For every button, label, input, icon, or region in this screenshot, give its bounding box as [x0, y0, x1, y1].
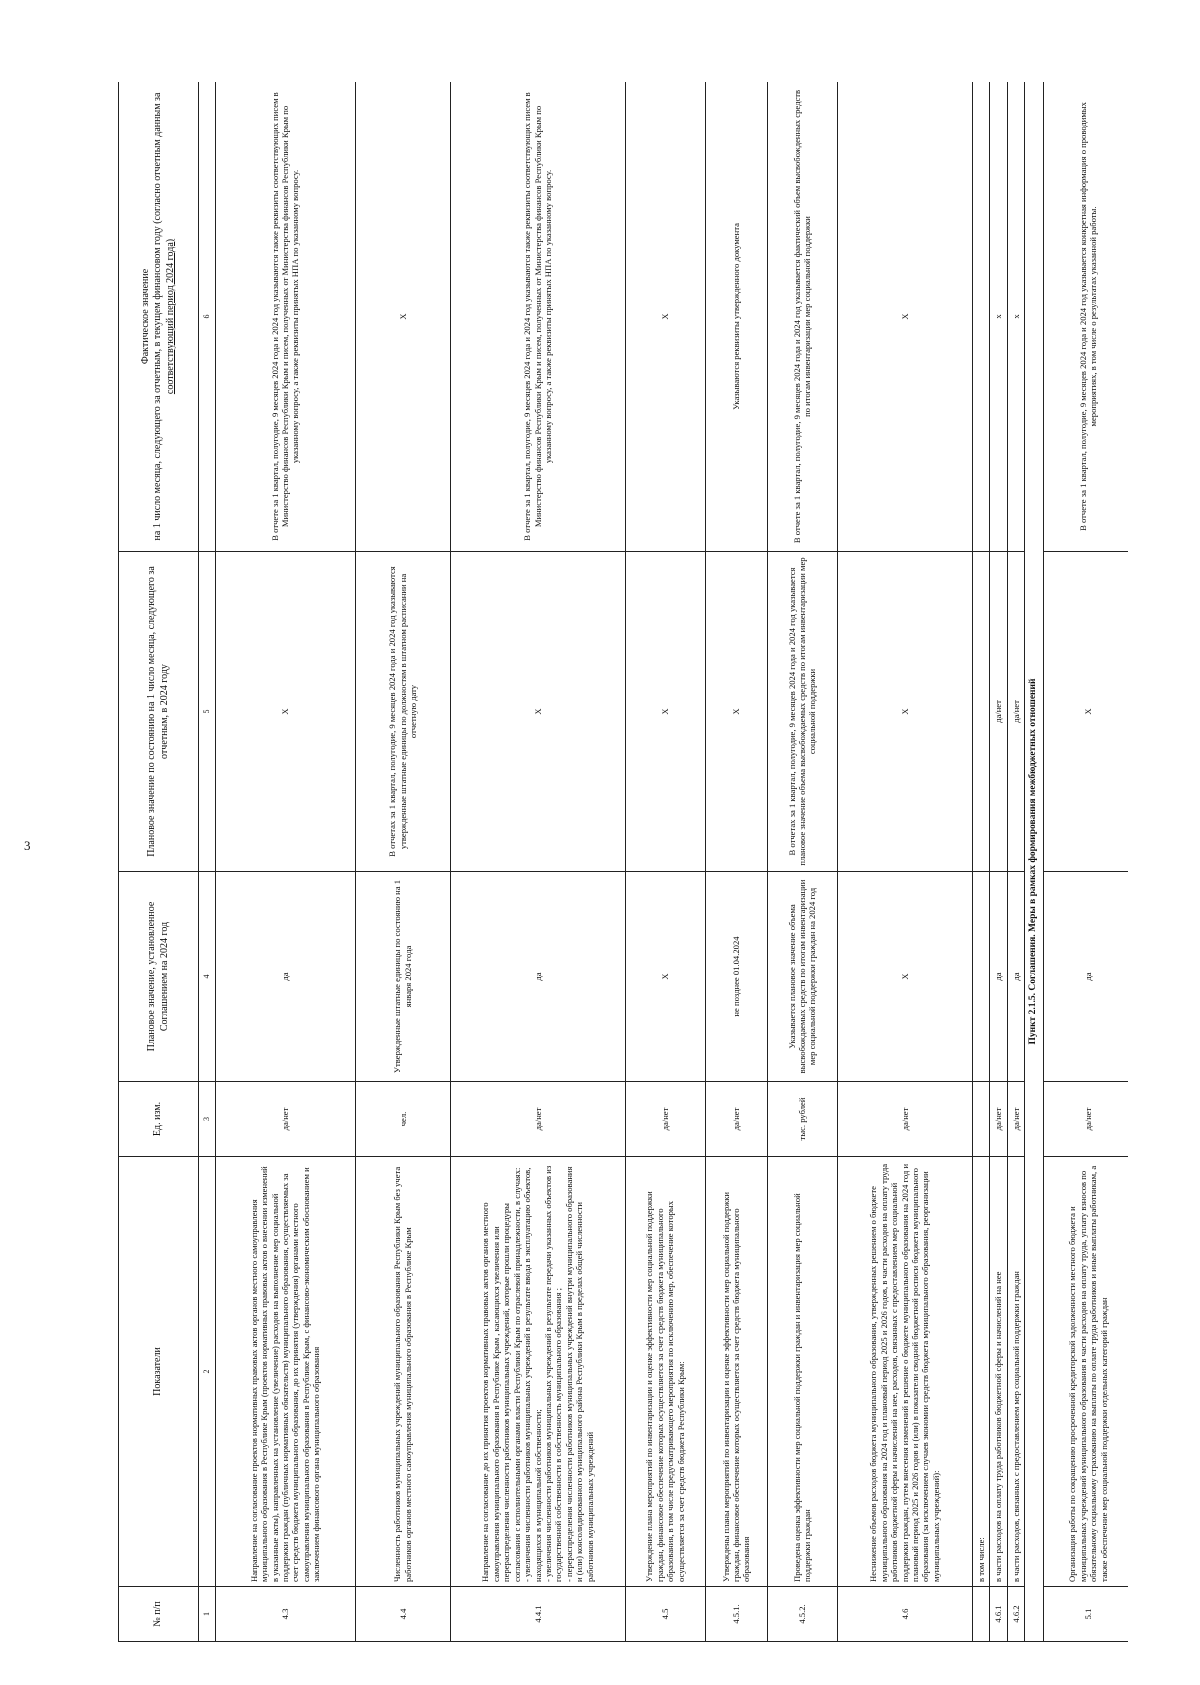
row-unit: да/нет: [215, 1082, 355, 1157]
row-fact: X: [355, 82, 450, 552]
row-num: 5.1: [1043, 1587, 1128, 1642]
table-row: [215, 82, 355, 1642]
row-plan-agreement: не позднее 01.04.2024: [705, 872, 767, 1082]
row-plan-month: X: [1043, 552, 1128, 872]
row-plan-agreement: да: [990, 872, 1007, 1082]
row-plan-agreement: да: [215, 872, 355, 1082]
row-indicator: Проведена оценка эффективности мер социальной поддержки граждан и инвентаризация мер социальной поддержки граждан: [767, 1157, 837, 1587]
row-plan-agreement: X: [837, 872, 972, 1082]
header-fact: [119, 82, 199, 552]
row-plan-month: X: [625, 552, 705, 872]
row-plan-agreement: да: [450, 872, 625, 1082]
table-row: [450, 82, 625, 1642]
header-fact-line2: на 1 число месяца, следующего за отчетным, в текущем финансовом году (согласно отчетным данным за: [152, 92, 164, 541]
row-fact: В отчете за 1 квартал, полугодие, 9 месяцев 2024 года и 2024 год указываются также реквизиты соответствующих писем в Министерство финансов Республики Крым и писем, полученных от Министерства финансов Республики Крым по указанному вопросу, а также реквизиты принятых НПА по указанному вопросу.: [215, 82, 355, 552]
table-row: [972, 82, 989, 1642]
row-fact: X: [625, 82, 705, 552]
row-indicator: Численность работников муниципальных учреждений муниципального образования Республики Крым без учета работников органов местного самоуправления муниципального образования в Республике Крым: [355, 1157, 450, 1587]
row-plan-month: X: [837, 552, 972, 872]
row-unit: да/нет: [1043, 1082, 1128, 1157]
row-plan-month: X: [215, 552, 355, 872]
table-body: [215, 82, 1024, 1642]
row-plan-agreement: да: [1043, 872, 1128, 1082]
row-indicator: Неснижение объемов расходов бюджета муниципального образования, утвержденных решением о бюджете муниципального образования на 2024 год и плановый период 2025 и 2026 годов, в части расходов на оплату труда работников бюджетной сферы и начислений на нее, расходов, связанных с предоставлением мер социальной поддержки граждан, путем внесения изменений в решение о бюджете муниципального образования на 2024 год и плановый период 2025 и 2026 годов и (или) в показатели сводной бюджетной росписи бюджета муниципального образования (за исключением случаев экономии средств бюджета муниципального образования, реорганизации муниципальных учреждений):: [837, 1157, 972, 1587]
row-plan-agreement: X: [625, 872, 705, 1082]
row-fact: x: [990, 82, 1007, 552]
table-row: [837, 82, 972, 1642]
page-number: 3: [24, 838, 31, 853]
row-plan-agreement: да: [1007, 872, 1024, 1082]
table-row: [705, 82, 767, 1642]
row-num: 4.4.1: [450, 1587, 625, 1642]
row-indicator: в части расходов на оплату труда работников бюджетной сферы и начислений на нее: [990, 1157, 1007, 1587]
row-indicator: в части расходов, связанных с предоставлением мер социальной поддержки граждан: [1007, 1157, 1024, 1587]
table-row: [990, 82, 1007, 1642]
table-row: [1043, 82, 1128, 1642]
row-plan-month: да/нет: [990, 552, 1007, 872]
header-plan-agreement: Плановое значение, установленное Соглашением на 2024 год: [119, 872, 199, 1082]
row-indicator: Организация работы по сокращению просроченной кредиторской задолженности местного бюджета и муниципальных учреждений муниципального образования в части расходов на оплату труда, уплату взносов по обязательному социальному страхованию на выплаты по оплате труда работников и иные выплаты работникам, а также обеспечение мер социальной поддержки отдельных категорий граждан: [1043, 1157, 1128, 1587]
row-plan-month: X: [450, 552, 625, 872]
table-row: [355, 82, 450, 1642]
section-row: [1025, 82, 1044, 1642]
column-index: 2: [199, 1157, 216, 1587]
row-indicator: Утверждение плана мероприятий по инвентаризации и оценке эффективности мер социальной поддержки граждан, финансовое обеспечение которых осуществляется за счет средств бюджета муниципального образования, в том числе предусматривающего мероприятия по исключению мер, обеспечение которых осуществляется за счет средств бюджета Республики Крым:: [625, 1157, 705, 1587]
row-plan-agreement: Утвержденные штатные единицы по состоянию на 1 января 2024 года: [355, 872, 450, 1082]
row-plan-month: В отчетах за 1 квартал, полугодие, 9 месяцев 2024 года и 2024 год указывается плановое значение объема высвобождаемых средств по итогам инвентаризации мер социальной поддержки: [767, 552, 837, 872]
row-num: 4.5.1.: [705, 1587, 767, 1642]
row-fact: В отчете за 1 квартал, полугодие, 9 месяцев 2024 года и 2024 год указываются также реквизиты соответствующих писем в Министерство финансов Республики Крым и писем, полученных от Министерства финансов Республики Крым по указанному вопросу, а также реквизиты принятых НПА по указанному вопросу.: [450, 82, 625, 552]
row-fact: [972, 82, 989, 552]
column-index: 6: [199, 82, 216, 552]
row-plan-month: да/нет: [1007, 552, 1024, 872]
section-title: Пункт 2.1.5. Соглашения. Меры в рамках формирования межбюджетных отношений: [1025, 82, 1044, 1642]
row-num: 4.5: [625, 1587, 705, 1642]
column-index: 1: [199, 1587, 216, 1642]
row-fact: X: [837, 82, 972, 552]
table-header: [119, 82, 199, 1642]
row-indicator: Направление на согласование до их принятия проектов нормативных правовых актов органов местного самоуправления муниципального образования в Республике Крым , касающихся увеличения или перераспределения численности работников муниципальных учреждений, которые прошли процедуры согласования с исполнительными органами власти Республики Крым по отраслевой принадлежности, в случаях: - увеличения численности работников муниципальных учреждений в результате ввода в эксплуатацию объектов, находящихся в муниципальной собственности; - увеличения численности работников муниципальных учреждений в результате передачи указанных объектов из государственной собственности в собственность муниципального образования ; - перераспределения численности работников муниципальных учреждений внутри муниципального образования и (или) консолидированного муниципального района Республики Крым в пределах общей численности работников муниципальных учреждений: [450, 1157, 625, 1587]
row-fact: В отчете за 1 квартал, полугодие, 9 месяцев 2024 года и 2024 год указывается конкретная информация о проводимых мероприятиях, в том числе о результатах указанной работы.: [1043, 82, 1128, 552]
column-index: 3: [199, 1082, 216, 1157]
row-indicator: Направление на согласование проектов нормативных правовых актов органов местного самоуправления муниципального образования в Республике Крым (проектов нормативных правовых актов о внесении изменений в указанные акты), направленных на установление (увеличение) расходов на выполнение мер социальной поддержки граждан (публичных нормативных обязательств) муниципального образования, осуществляемых за счет средств бюджета муниципального образования, до их принятия (утверждения) органами местного самоуправления муниципального образования в Республике Крым, с финансово-экономическим обоснованием и заключением финансового органа муниципального образования: [215, 1157, 355, 1587]
row-num: 4.3: [215, 1587, 355, 1642]
row-indicator: в том числе:: [972, 1157, 989, 1587]
row-num: 4.6.2: [1007, 1587, 1024, 1642]
column-index-row: [199, 82, 216, 1642]
row-fact: x: [1007, 82, 1024, 552]
table-row: [1007, 82, 1024, 1642]
column-index: 5: [199, 552, 216, 872]
row-unit: [972, 1082, 989, 1157]
document-page: [118, 82, 1128, 1642]
row-unit: да/нет: [625, 1082, 705, 1157]
column-index: 4: [199, 872, 216, 1082]
header-indicator: Показатели: [119, 1157, 199, 1587]
row-indicator: Утверждены планы мероприятий по инвентаризации и оценке эффективности мер социальной поддержки граждан, финансовое обеспечение которых осуществляется за счет средств бюджета муниципального образования: [705, 1157, 767, 1587]
rotated-table-wrapper: [118, 82, 1128, 1642]
row-num: [972, 1587, 989, 1642]
row-unit: да/нет: [1007, 1082, 1024, 1157]
table-row: [625, 82, 705, 1642]
row-unit: да/нет: [837, 1082, 972, 1157]
header-fact-line1: Фактическое значение: [140, 268, 152, 365]
row-num: 4.6.1: [990, 1587, 1007, 1642]
header-num: № п/п: [119, 1587, 199, 1642]
report-table: [118, 82, 1128, 1642]
row-num: 4.4: [355, 1587, 450, 1642]
row-plan-agreement: Указывается плановое значение объема высвобождаемых средств по итогам инвентаризации мер социальной поддержки граждан на 2024 год: [767, 872, 837, 1082]
row-unit: да/нет: [990, 1082, 1007, 1157]
row-num: 4.5.2.: [767, 1587, 837, 1642]
row-unit: чел.: [355, 1082, 450, 1157]
row-fact: Указываются реквизиты утвержденного документа: [705, 82, 767, 552]
row-unit: да/нет: [705, 1082, 767, 1157]
row-plan-month: В отчетах за 1 квартал, полугодие, 9 месяцев 2024 года и 2024 год указываются утвержденные штатные единицы по должностям в штатном расписании на отчетную дату: [355, 552, 450, 872]
header-unit: Ед. изм.: [119, 1082, 199, 1157]
header-plan-month: Плановое значение по состоянию на 1 число месяца, следующего за отчетным, в 2024 году: [119, 552, 199, 872]
row-plan-month: X: [705, 552, 767, 872]
row-num: 4.6: [837, 1587, 972, 1642]
row-plan-month: [972, 552, 989, 872]
table-row: [767, 82, 837, 1642]
row-fact: В отчете за 1 квартал, полугодие, 9 месяцев 2024 года и 2024 год указывается фактический объем высвобожденных средств по итогам инвентаризации мер социальной поддержки: [767, 82, 837, 552]
header-fact-line3: соответствующий период 2024 года): [164, 238, 176, 395]
row-unit: да/нет: [450, 1082, 625, 1157]
row-unit: тыс. рублей: [767, 1082, 837, 1157]
row-plan-agreement: [972, 872, 989, 1082]
